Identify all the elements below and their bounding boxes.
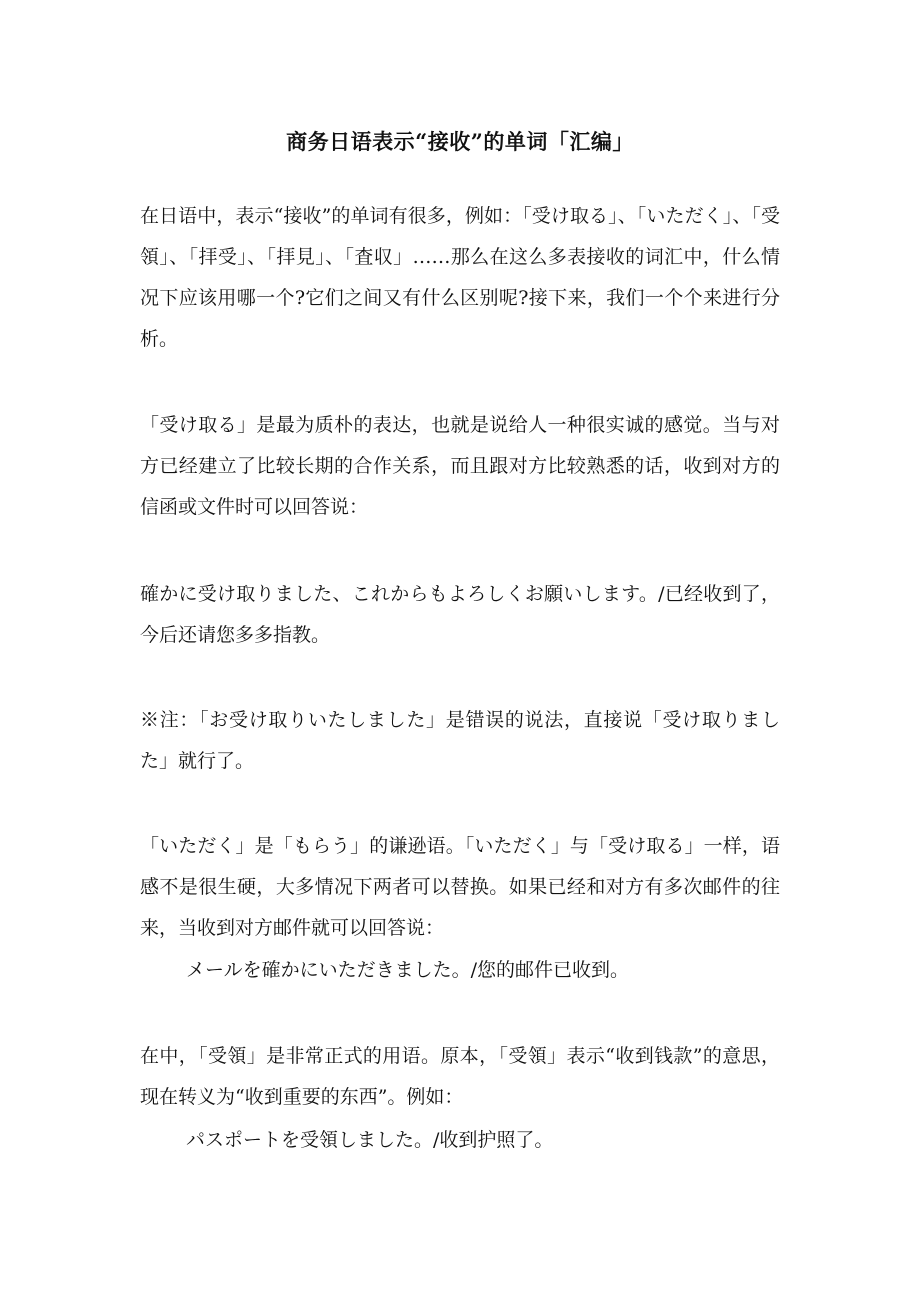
paragraph-uketoru-example: 確かに受け取りました、これからもよろしくお願いします。/已经收到了，今后还请您多多指教。	[140, 583, 780, 646]
paragraph-uketoru: 「受け取る」是最为质朴的表达，也就是说给人一种很实诚的感觉。当与对方已经建立了比较长期的合作关系，而且跟对方比较熟悉的话，收到对方的信函或文件时可以回答说：	[140, 414, 780, 518]
paragraph-intro: 在日语中，表示“接收”的单词有很多，例如：「受け取る」、「いただく」、「受領」、「拝受」、「拝見」、「査収」……那么在这么多表接收的词汇中，什么情况下应该用哪一个?它们之间又有什么区别呢?接下来，我们一个个来进行分析。	[140, 205, 780, 350]
paragraph-juryo: 在中，「受領」是非常正式的用语。原本，「受領」表示“收到钱款”的意思，现在转义为“收到重要的东西”。例如：	[140, 1045, 780, 1108]
paragraph-itadaku-example: メールを確かにいただきました。/您的邮件已收到。	[186, 959, 630, 981]
paragraph-juryo-example: パスポートを受領しました。/收到护照了。	[186, 1129, 554, 1151]
paragraph-note: ※注：「お受け取りいたしました」是错误的说法，直接说「受け取りました」就行了。	[140, 709, 780, 772]
paragraph-itadaku: 「いただく」是「もらう」的谦逊语。「いただく」与「受け取る」一样，语感不是很生硬，大多情况下两者可以替换。如果已经和对方有多次邮件的往来，当收到对方邮件就可以回答说：	[140, 835, 780, 939]
document-title: 商务日语表示“接收”的单词「汇编」	[286, 129, 634, 155]
